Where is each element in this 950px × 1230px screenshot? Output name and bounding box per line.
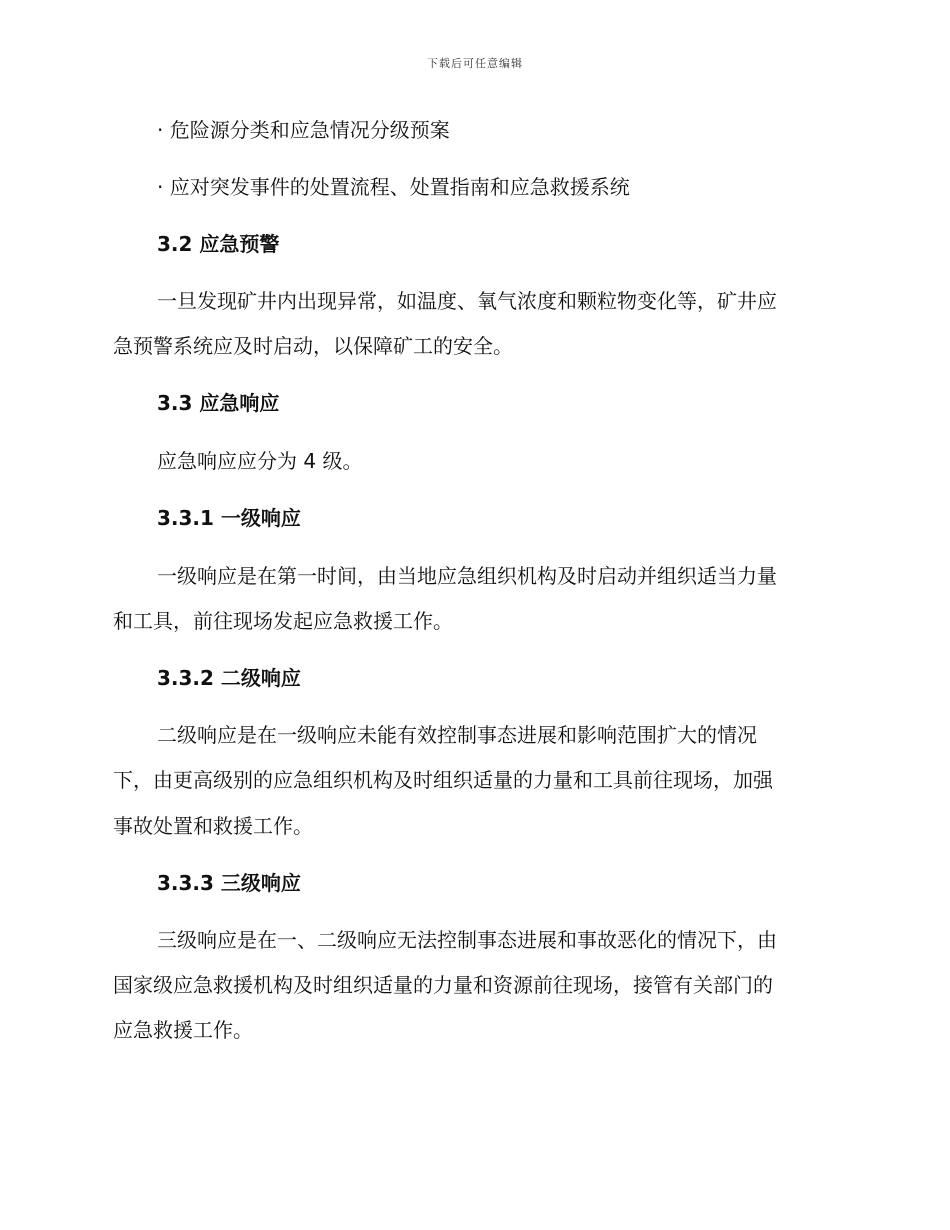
bullet-item: · 应对突发事件的处置流程、处置指南和应急救援系统 [157,175,630,199]
paragraph-line: 国家级应急救援机构及时组织适量的力量和资源前往现场，接管有关部门的 [113,973,773,997]
paragraph-line: 一旦发现矿井内出现异常，如温度、氧气浓度和颗粒物变化等，矿井应 [157,289,777,313]
paragraph-line: 事故处置和救援工作。 [113,814,313,838]
section-heading-3-3-2: 3.3.2 二级响应 [157,666,301,690]
paragraph-line: 三级响应是在一、二级响应无法控制事态进展和事故恶化的情况下，由 [157,928,777,952]
paragraph-line: 应急响应应分为 4 级。 [157,449,363,473]
paragraph-line: 应急救援工作。 [113,1018,253,1042]
paragraph-line: 二级响应是在一级响应未能有效控制事态进展和影响范围扩大的情况 [157,723,757,747]
section-heading-3-3: 3.3 应急响应 [157,391,280,415]
paragraph-line: 急预警系统应及时启动，以保障矿工的安全。 [113,334,513,358]
paragraph-line: 和工具，前往现场发起应急救援工作。 [113,609,453,633]
page-header-note: 下载后可任意编辑 [427,57,523,70]
bullet-item: · 危险源分类和应急情况分级预案 [157,118,450,142]
section-heading-3-3-1: 3.3.1 一级响应 [157,506,301,530]
section-heading-3-3-3: 3.3.3 三级响应 [157,871,301,895]
section-heading-3-2: 3.2 应急预警 [157,232,280,256]
paragraph-line: 一级响应是在第一时间，由当地应急组织机构及时启动并组织适当力量 [157,564,777,588]
paragraph-line: 下，由更高级别的应急组织机构及时组织适量的力量和工具前往现场，加强 [113,768,773,792]
